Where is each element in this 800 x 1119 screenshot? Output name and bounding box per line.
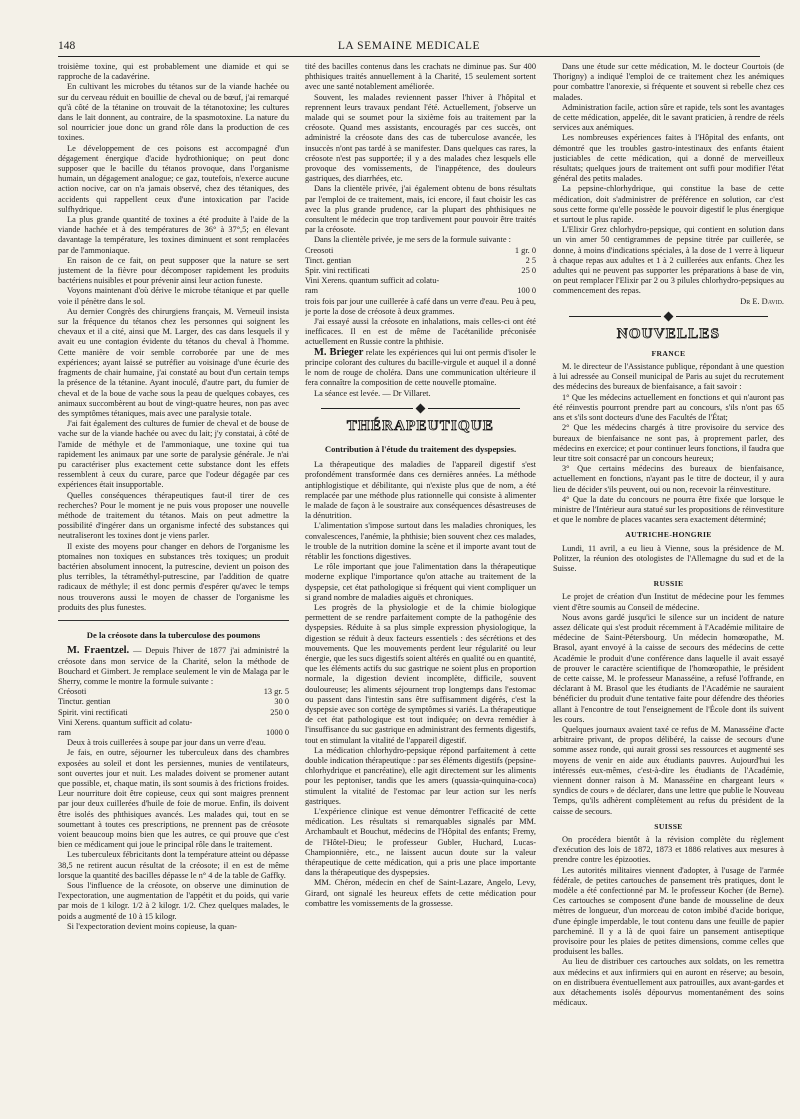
formula-row bbox=[305, 256, 536, 266]
paragraph: MM. Chéron, médecin en chef de Saint-Lazare, Angelo, Levy, Girard, ont signalé les heureux effets de cette médication pour combattre les vomissements de la grossesse. bbox=[305, 878, 536, 908]
formula-row bbox=[305, 266, 536, 276]
paragraph: L'Elixir Grez chlorhydro-pepsique, qui contient en solution dans un vin amer 50 centigrammes de pepsine titrée par cuillerée, se donne, à moins d'indications spéciales, à la dose de 1 verre à liqueur à chaque repas aux adultes et 1 à 2 cuillerées aux enfants. Chez les adultes qui ne peuvent pas supporter les préparations à base de vin, on peut remplacer l'Elixir par 2 ou 3 pilules chlorhydro-pepsiques au commencement des repas. bbox=[553, 225, 784, 296]
formula-item: Vini Xerens. quantum sufficit ad colatu- bbox=[305, 276, 440, 286]
paragraph-text: relate les expériences qui lui ont permis d'isoler le principe colorant des cultures du bacille-virgule et auquel il a donné le nom de rouge de choléra. Dans une communication ultérieure il fera connaître la composition de cette nouvelle ptomaïne. bbox=[305, 347, 536, 388]
formula-table bbox=[58, 687, 289, 738]
paragraph: Nous avons gardé jusqu'ici le silence sur un incident de nature assez délicate qui s'est produit récemment à l'Académie militaire de médecine de Saint-Pétersbourg. Un médecin homœopathe, M. Brasol, ayant envoyé à la caisse de secours des médecins de cette Académie le produit d'une conférence dans laquelle il avait essayé de prouver le caractère scientifique de l'homœopathie, le président de cette caisse, M. le professeur Manasséine, a refusé l'offrande, en déclarant à M. Brasol que les étudiants de l'Académie ne sauraient bénéficier du produit d'une tentative faite pour défendre des théories allant à l'encontre de tout l'enseignement de l'École dont ils suivent les cours. bbox=[553, 612, 784, 724]
paragraph: Lundi, 11 avril, a eu lieu à Vienne, sous la présidence de M. Politzer, la réunion des otologistes de l'Allemagne du sud et de la Suisse. bbox=[553, 543, 784, 573]
paragraph: L'alimentation s'impose surtout dans les maladies chroniques, les convalescences, l'anémie, la phthisie; bien souvent chez ces malades, le trouble de la nutrition domine la scène et il importe avant tout de rétablir les fonctions digestives. bbox=[305, 521, 536, 561]
page-header bbox=[58, 40, 760, 57]
paragraph: Dans une étude sur cette médication, M. le docteur Courtois (de Thorigny) a indiqué l'emploi de ce traitement chez les anémiques pour combattre l'anorexie, si fréquente et souvent si rebelle chez ces malades. bbox=[553, 62, 784, 102]
formula-item: ram bbox=[58, 728, 71, 737]
formula-item: ram bbox=[305, 286, 318, 296]
formula-row bbox=[58, 718, 289, 728]
ornament-divider bbox=[321, 405, 520, 412]
author-signature: Dr E. David. bbox=[740, 296, 784, 306]
speaker-name: M. Fraentzel. bbox=[67, 645, 130, 657]
formula-quantity: 100 0 bbox=[517, 286, 536, 296]
paragraph: Administration facile, action sûre et rapide, tels sont les avantages de cette médication, appelée, dit le savant praticien, à rendre de réels services aux anémiques. bbox=[553, 102, 784, 133]
formula-quantity bbox=[478, 276, 536, 286]
country-heading: SUISSE bbox=[654, 821, 683, 831]
formula-item: Tinct. gentian bbox=[305, 255, 352, 265]
formula-row bbox=[305, 286, 536, 296]
paragraph bbox=[305, 348, 536, 389]
paragraph: La plus grande quantité de toxines a été produite à l'aide de la viande hachée et à des températures de 36° à 37°,5; en élevant davantage la température, les toxines diminuent et sont remplacées par de l'ammoniaque. bbox=[58, 215, 289, 255]
paragraph: Les tuberculeux fébricitants dont la température atteint ou dépasse 38,5 ne retirent aucun résultat de la créosote; il en est de même lorsque la quantité des bacilles dépasse le n° 4 de la table de Gaffky. bbox=[58, 850, 289, 880]
formula-item: Creosoti bbox=[305, 245, 334, 255]
paragraph: En cultivant les microbes du tétanos sur de la viande hachée ou sur du cerveau réduit en bouillie de cheval ou de bœuf, j'ai remarqué qu'à côté de la tétanine on trouvait de la tétanotoxine; les cultures dans le lait donnent, au contraire, de la spasmotoxine. La nature du sol nourricier joue donc un grand rôle dans la production de ces toxines. bbox=[58, 82, 289, 143]
paragraph: On procédera bientôt à la révision complète du règlement d'exécution des lois de 1872, 1873 et 1886 relatives aux mesures à prendre contre les épizooties. bbox=[553, 835, 784, 865]
paragraph: J'ai essayé aussi la créosote en inhalations, mais celles-ci ont été inefficaces. Il en est de même de l'acétanilide préconisée actuellement en Russie contre la phthisie. bbox=[305, 317, 536, 347]
paragraph: Au dernier Congrès des chirurgiens français, M. Verneuil insista sur la fréquence du tétanos chez les personnes qui soignent les chevaux et il a cité, ainsi que M. Larger, des cas dans lesquels il y avait eu une contagion évidente du tétanos du cheval à l'homme. Cette manière de voir semble corroborée par une de mes expériences; ayant laissé se putréfier au voisinage d'une écurie des fragments de chair humaine, j'ai constaté au bout d'un certain temps la présence de la tétanine. Ayant inoculé, d'autre part, du fumier de cheval et de la boue de vache sous la peau de quelques cobayes, ces animaux succombèrent au bout de vingt-quatre heures, non pas avec des symptômes tétaniques, mais avec une paralysie totale. bbox=[58, 306, 289, 418]
paragraph: Dans la clientèle privée, je me sers de la formule suivante : bbox=[314, 235, 511, 245]
formula-quantity: 30 0 bbox=[274, 697, 289, 707]
column-3 bbox=[553, 62, 784, 1106]
paragraph: La pepsine-chlorhydrique, qui constitue la base de cette médication, doit s'administrer de préférence en solution, car c'est sous cette forme qu'elle possède le pouvoir digestif le plus énergique et surtout le plus rapide. bbox=[553, 184, 784, 225]
paragraph: La thérapeutique des maladies de l'appareil digestif s'est profondément transformée dans ces dernières années. La méthode antiphlogistique et débilitante, qui n'existe plus que de nom, a été remplacée par une méthode plus rationnelle qui consiste à alimenter le malade de façon à le soustraire aux conséquences désastreuses de la dénutrition. bbox=[305, 460, 536, 521]
column-1 bbox=[58, 62, 289, 1106]
formula-quantity: 1 gr. 0 bbox=[514, 245, 536, 255]
paragraph: J'ai fait également des cultures de fumier de cheval et de bouse de vache sur de la viande hachée ou avec du lait; j'y constatai, à côté de l'amide de méthyle et de l'ammoniaque, une toxine qui tua rapidement les animaux par une sorte de paralysie générale. Je n'ai pu caractériser plus exactement cette substance dont les effets ressemblent à ceux du curare, parce que l'odeur dégagée par ces expériences était insupportable. bbox=[58, 419, 289, 490]
formula-row bbox=[305, 276, 536, 286]
formula-item: Vini Xerens. quantum sufficit ad colatu- bbox=[58, 717, 193, 727]
section-heading: De la créosote dans la tuberculose des poumons bbox=[86, 629, 261, 640]
country-heading: FRANCE bbox=[651, 348, 686, 358]
formula-row bbox=[58, 708, 289, 718]
paragraph: Dans la clientèle privée, j'ai également obtenu de bons résultats par l'emploi de ce traitement, mais, ici encore, il faut choisir les cas avec la plus grande prudence, car la plupart des phthisiques ne consultent le médecin que trop tardivement pour pouvoir être traités par la créosote. bbox=[305, 184, 536, 235]
paragraph: La médication chlorhydro-pepsique répond parfaitement à cette double indication thérapeutique : par ses éléments digestifs (pepsine-chlorhydrique et pancréatine), elle agit directement sur les aliments pour les peptoniser, tandis que les amers (quassia-quinquina-coca) stimulent la vitalité de l'estomac par leur action sur les nerfs gastriques. bbox=[305, 745, 536, 806]
section-title: THÉRAPEUTIQUE bbox=[346, 417, 495, 434]
paragraph: 3° Que certains médecins des bureaux de bienfaisance, actuellement en fonctions, n'ayant pas le titre de docteur, il y aura lieu de décider s'ils peuvent, oui ou non, recevoir la réinvestiture. bbox=[553, 464, 784, 494]
formula-item: Spirit. vini rectificati bbox=[58, 707, 128, 717]
paragraph: Quelles conséquences thérapeutiques faut-il tirer de ces recherches? Pour le moment je ne puis vous proposer une nouvelle méthode de traitement du tétanos. Mais on peut admettre la possibilité d'ingérer dans un organisme infecté des substances qui neutraliseront les toxines dont je viens parler. bbox=[58, 490, 289, 541]
paragraph-text: — Depuis l'hiver de 1877 j'ai administré la créosote dans mon service de la Charité, selon la méthode de Bouchard et Gimbert. Je remplace seulement le vin de Malaga par le Sherry, comme le montre la formule suivante : bbox=[58, 646, 289, 686]
paragraph: Les progrès de la physiologie et de la chimie biologique permettent de se rendre parfaitement compte de la pathogénie des dyspepsies. Réduite à sa plus simple expression physiologique, la digestion se réduit à deux facteurs essentiels : des sécrétions et des mouvements. Que les mouvements perdent leur régularité ou leur énergie, que les sucs digestifs soient altérés en qualité ou en quantité, que les éléments actifs du suc gastrique ne soient plus en proportion normale, la digestion devient incomplète, difficile, souvent douloureuse; les aliments séjournent trop longtemps dans l'estomac ou passent dans l'intestin sans être suffisamment digérés, c'est la dyspepsie avec son cortège de symptômes si variés. La thérapeutique de cet état pathologique est tout indiquée; on devra remédier à l'insuffisance du suc gastrique en administrant des ferments digestifs, tout en stimulant la vitalité de l'appareil digestif. bbox=[305, 602, 536, 745]
paragraph: Les nombreuses expériences faites à l'Hôpital des enfants, ont démontré que les troubles gastro-intestinaux des enfants étaient justiciables de cette médication, qui a donné de merveilleux résultats; quelques jours de traitement ont suffi pour modifier l'état général des petits malades. bbox=[553, 133, 784, 184]
page-number: 148 bbox=[58, 40, 76, 52]
paragraph: Le développement de ces poisons est accompagné d'un dégagement énergique d'acide hydrothionique; on peut donc supposer que le bacille du tétanos provoque, dans l'organisme humain, un dégagement analogue; ce gaz, toutefois, n'exerce aucune action nocive, car on n'a jamais observé, chez des tétaniques, des accidents qui rappellent ceux d'une intoxication par l'acide sulfhydrique. bbox=[58, 143, 289, 214]
formula-row bbox=[58, 687, 289, 697]
formula-quantity: 13 gr. 5 bbox=[263, 687, 289, 697]
formula-quantity: 1000 0 bbox=[266, 728, 289, 737]
formula-row bbox=[58, 728, 289, 738]
paragraph: Au lieu de distribuer ces cartouches aux soldats, on les remettra aux médecins et aux infirmiers qui en auront en réserve; au besoin, on en distribuera éventuellement aux patrouilles, aux avant-gardes et aux détachements isolés dépourvus momentanément des soins médicaux. bbox=[553, 957, 784, 1008]
paragraph: Si l'expectoration devient moins copieuse, la quan- bbox=[67, 921, 237, 931]
country-heading: RUSSIE bbox=[653, 579, 684, 589]
formula-row bbox=[305, 246, 536, 256]
paragraph: 1° Que les médecins actuellement en fonctions et qui n'auront pas été réinvestis pourront prendre part au concours, s'ils n'ont pas 65 ans et s'ils sont docteurs d'une des Facultés de l'État; bbox=[553, 392, 784, 423]
paragraph: Deux à trois cuillerées à soupe par jour dans un verre d'eau. bbox=[67, 738, 266, 748]
paragraph: Les autorités militaires viennent d'adopter, à l'usage de l'armée fédérale, de petites cartouches de pansement très pratiques, dont le modèle a été confectionné par M. le professeur Kocher (de Berne). Ces cartouches se composent d'une bande de mousseline de deux mètres de longueur, d'un morceau de coton imbibé d'acide borique, d'une épingle imperdable, le tout contenu dans une feuille de papier parcheminé. Il y a là de quoi faire un pansement antiseptique provisoire pour les plaies de petites dimensions, comme celles que produisent les balles. bbox=[553, 865, 784, 957]
paragraph: Quelques journaux avaient taxé ce refus de M. Manasséine d'acte arbitraire privant, de propos délibéré, la caisse de secours d'une somme assez ronde, qui aurait grossi ses ressources et augmenté ses moyens de venir en aide aux étudiants pauvres. Aujourd'hui les intéressés eux-mêmes, c'est-à-dire les étudiants de l'Académie, viennent donner raison à M. Manasséine en chargeant leurs « syndics de cours » de déclarer, dans une lettre que publie le Nouveau Temps, qu'ils adhèrent complètement au refus du président de la caisse de secours. bbox=[553, 724, 784, 816]
formula-row bbox=[58, 697, 289, 707]
divider bbox=[58, 620, 289, 621]
country-heading: AUTRICHE-HONGRIE bbox=[625, 530, 712, 540]
formula-quantity: 2 5 bbox=[525, 255, 536, 265]
paragraph: 2° Que les médecins chargés à titre provisoire du service des bureaux de bienfaisance ne sont pas, à proprement parler, des médecins en exercice; et pour continuer leurs fonctions, il faudra que leur titre soit consacré par un concours heureux; bbox=[553, 423, 784, 463]
paragraph: L'expérience clinique est venue démontrer l'efficacité de cette médication. Les résultats si remarquables signalés par MM. Archambault et Bouchut, médecins de l'Hôpital des enfants; Fremy, de l'Hôtel-Dieu; le professeur Gubler, Huchard, Lucas-Championnière, etc., ne laissent aucun doute sur la valeur thérapeutique de cette médication, qui a pris une place importante dans la thérapeutique des dyspepsies. bbox=[305, 807, 536, 878]
column-2 bbox=[305, 62, 536, 1106]
paragraph: Le rôle important que joue l'alimentation dans la thérapeutique moderne explique l'importance qu'on attache au traitement de la dyspepsie, cet état pathologique si fréquent qui vient compliquer un si grand nombre de maladies aiguës et chroniques. bbox=[305, 562, 536, 602]
paragraph: 4° Que la date du concours ne pourra être fixée que lorsque le ministre de l'Intérieur aura statué sur les propositions de réinvestiture et que le nombre de places vacantes sera exactement déterminé; bbox=[553, 494, 784, 525]
formula-table bbox=[305, 246, 536, 297]
paragraph: Souvent, les malades reviennent passer l'hiver à l'hôpital et reprennent leurs travaux pendant l'été. Actuellement, j'observe un malade qui se soumet pour la sixième fois au traitement par la créosote. Quand mes assistants, encouragés par ces succès, ont administré la créosote dans des cas de tuberculose avancée, les insuccès n'ont pas tardé à se manifester. Dans quelques cas rares, la créosote n'est pas supportée; il y a des malades chez lesquels elle provoque des vomissements, de l'inappétence, des douleurs gastriques, des diarrhées, etc. bbox=[305, 92, 536, 184]
speaker-name: M. Brieger bbox=[314, 346, 364, 358]
journal-title: LA SEMAINE MEDICALE bbox=[337, 40, 481, 52]
paragraph: En raison de ce fait, on peut supposer que la nature se sert justement de la fièvre pour décomposer rapidement les produits bactériens nuisibles et pour prévenir ainsi leur action funeste. bbox=[58, 255, 289, 286]
article-heading: Contribution à l'étude du traitement des dyspepsies. bbox=[324, 443, 517, 454]
paragraph: Le projet de création d'un Institut de médecine pour les femmes vient d'être soumis au Conseil de médecine. bbox=[553, 592, 784, 612]
formula-item: Créosoti bbox=[58, 687, 87, 697]
formula-quantity bbox=[231, 718, 289, 728]
paragraph: Je fais, en outre, séjourner les tuberculeux dans des chambres exposées au soleil et dont les persiennes, munies de ventilateurs, sont ouvertes jour et nuit. Les malades doivent se promener autant que possible, et, chaque matin, ils sont soumis à des frictions froides. Leur nourriture doit être copieuse, ceux qui sont maigres prennent par jour deux cuillerées d'huile de foie de morue. Enfin, ils doivent être isolés des phthisiques avancés. Les malades qui, tout en se soumettant à toutes ces prescriptions, ne prennent pas de créosote voient beaucoup moins bien que les autres, ce qui prouve que c'est bien ce médicament qui joue le principal rôle dans le traitement. bbox=[58, 748, 289, 850]
section-title: NOUVELLES bbox=[616, 325, 721, 342]
formula-quantity: 250 0 bbox=[270, 707, 289, 717]
paragraph: troisième toxine, qui est probablement une diamide et qui se rapproche de la cadavérine. bbox=[58, 62, 289, 82]
ornament-divider bbox=[569, 313, 768, 320]
paragraph: tité des bacilles contenus dans les crachats ne diminue pas. Sur 400 phthisiques traités annuellement à la Charité, 15 seulement sortent avec une santé notablement améliorée. bbox=[305, 62, 536, 92]
paragraph: M. le directeur de l'Assistance publique, répondant à une question à lui adressée au Conseil municipal de Paris au sujet du recrutement des médecins des bureaux de bienfaisance, a fait savoir : bbox=[553, 362, 784, 392]
paragraph: Sous l'influence de la créosote, on observe une diminution de l'expectoration, une augmentation de l'appétit et du poids, qui varie par mois de 1 kilogr. 1/2 à 2 kilogr. 1/2. Chez quelques malades, le poids a augmenté de 10 à 15 kilogr. bbox=[58, 881, 289, 921]
paragraph: Voyons maintenant d'où dérive le microbe tétanique et par quelle voie il pénètre dans le sol. bbox=[58, 286, 289, 306]
paragraph bbox=[58, 646, 289, 687]
session-closing: La séance est levée. — Dr Villaret. bbox=[314, 388, 431, 398]
paragraph: trois fois par jour une cuillerée à café dans un verre d'eau. Peu à peu, je porte la dose de créosote à deux grammes. bbox=[305, 296, 536, 316]
formula-item: Spir. vini rectificati bbox=[305, 266, 370, 276]
formula-item: Tinctur. gentian bbox=[58, 697, 111, 707]
paragraph: Il existe des moyens pour changer en dehors de l'organisme les ptomaïnes non toxiques en substances très toxiques; un produit bactérien absolument innocent, la putrescine, devient un poison des plus terribles, la tétraméthyl-putrescine, par l'addition de quatre radicaux de méthyle; il est donc permis d'espérer qu'avec le temps nous trouverons aussi le moyen de chasser de l'organisme les produits des plus funestes. bbox=[58, 541, 289, 612]
formula-quantity: 25 0 bbox=[521, 266, 536, 276]
